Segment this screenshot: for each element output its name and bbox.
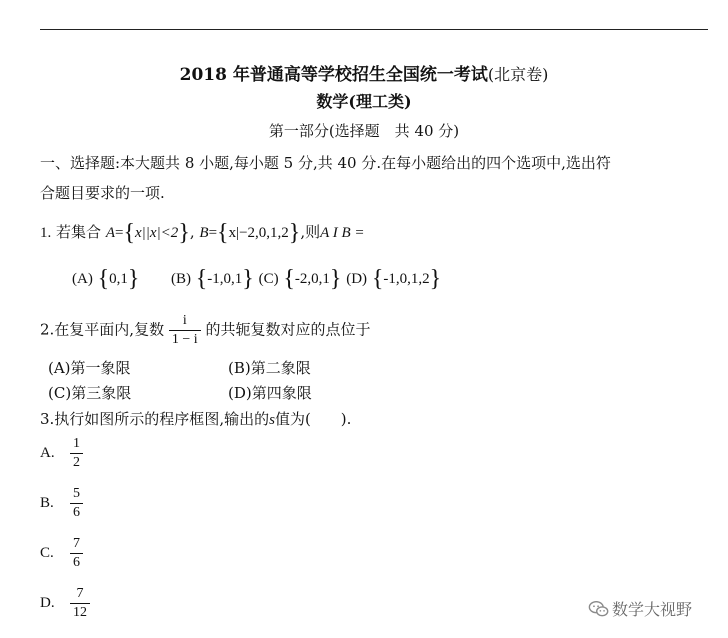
question-1-then: ,则: [300, 223, 321, 241]
q1-option-c-label: (C): [258, 271, 279, 287]
brace-open-icon: {: [217, 220, 229, 246]
exam-title-text: 2018 年普通高等学校招生全国统一考试: [179, 65, 488, 85]
variable-s: s: [269, 412, 275, 428]
set-a-symbol: A: [105, 225, 115, 241]
q3-option-a-fraction: [70, 435, 83, 472]
question-1-number: 1.: [40, 225, 52, 241]
part-heading: 第一部分(选择题 共 40 分): [268, 122, 460, 140]
q1-option-a-set: 0,1: [109, 271, 128, 287]
question-1-comma: ,: [189, 223, 195, 241]
fraction-numerator: 7: [70, 585, 90, 604]
brace-close-icon: }: [127, 266, 140, 292]
question-2-prefix: 2.在复平面内,复数: [40, 320, 165, 339]
fraction-numerator: 7: [70, 535, 83, 554]
section-instructions-line2: 合题目要求的一项.: [40, 184, 165, 202]
q3-option-b: [40, 485, 83, 522]
q3-option-a-label: A.: [40, 445, 55, 461]
question-3-prefix: 3.执行如图所示的程序框图,输出的: [40, 410, 270, 428]
q2-option-d-label: (D): [228, 384, 252, 402]
q1-option-d-set: -1,0,1,2: [383, 271, 430, 287]
brace-open-icon: {: [371, 266, 384, 292]
q3-option-a: [40, 435, 83, 472]
q3-option-d-label: D.: [40, 595, 55, 611]
brace-close-icon: }: [178, 220, 190, 246]
wechat-icon: [588, 598, 610, 620]
q2-option-c-text: 第三象限: [71, 384, 132, 402]
q1-option-a-label: (A): [72, 271, 93, 287]
set-a-definition: x||x|<2: [135, 225, 179, 241]
equals-sign-a: =: [115, 225, 124, 241]
q2-option-a-label: (A): [48, 359, 71, 377]
q3-option-b-label: B.: [40, 495, 54, 511]
q2-option-b-text: 第二象限: [250, 359, 311, 377]
q3-option-d-fraction: [70, 585, 90, 622]
q2-option-d-text: 第四象限: [251, 384, 312, 402]
fraction-numerator: i: [169, 312, 201, 331]
q2-option-c: [48, 382, 131, 403]
watermark-text: 数学大视野: [612, 600, 693, 619]
fraction-numerator: 1: [70, 435, 83, 454]
question-3-suffix: 值为( ).: [274, 410, 352, 428]
exam-subtitle: 数学(理工类): [316, 92, 412, 111]
q1-option-b-set: -1,0,1: [207, 271, 243, 287]
q2-option-d: [228, 382, 312, 403]
fraction-denominator: 12: [73, 605, 87, 620]
question-1-lead: 若集合: [56, 223, 102, 241]
question-1-expression: A I B =: [320, 225, 365, 241]
question-2-suffix: 的共轭复数对应的点位于: [205, 320, 371, 339]
brace-close-icon: }: [329, 266, 342, 292]
q2-option-b: [228, 357, 311, 378]
brace-open-icon: {: [283, 266, 295, 292]
q3-option-c-label: C.: [40, 545, 54, 561]
complex-fraction: [169, 312, 201, 349]
brace-close-icon: }: [242, 266, 254, 292]
q1-option-b-label: (B): [170, 271, 191, 287]
q1-option-c-set: -2,0,1: [294, 271, 330, 287]
brace-open-icon: {: [123, 220, 135, 246]
exam-title: [0, 60, 728, 85]
question-2: [40, 312, 370, 349]
fraction-denominator: 2: [73, 455, 80, 470]
brace-open-icon: {: [195, 266, 208, 292]
q3-option-d: [40, 585, 90, 622]
fraction-denominator: 1 − i: [171, 332, 198, 347]
brace-open-icon: {: [97, 266, 110, 292]
q2-option-b-label: (B): [228, 359, 251, 377]
q1-option-d-label: (D): [346, 271, 368, 287]
brace-close-icon: }: [429, 266, 442, 292]
fraction-denominator: 6: [73, 555, 80, 570]
question-3: [40, 408, 351, 429]
equals-sign-b: =: [208, 225, 218, 241]
set-b-symbol: B: [199, 225, 209, 241]
q3-option-c-fraction: [70, 535, 83, 572]
question-1-options: [72, 266, 441, 293]
brace-close-icon: }: [288, 220, 301, 246]
fraction-numerator: 5: [70, 485, 83, 504]
q3-option-c: [40, 535, 83, 572]
fraction-denominator: 6: [73, 505, 80, 520]
question-1: [40, 220, 365, 247]
exam-title-region: (北京卷): [487, 65, 549, 84]
q2-option-a-text: 第一象限: [70, 359, 131, 377]
q3-option-b-fraction: [70, 485, 83, 522]
q2-option-a: [48, 357, 131, 378]
section-instructions-line1: 一、选择题:本大题共 8 小题,每小题 5 分,共 40 分.在每小题给出的四个选项中,选出符: [40, 154, 611, 172]
header-rule: [40, 29, 708, 30]
q2-option-c-label: (C): [48, 384, 72, 402]
set-b-definition: x|−2,0,1,2: [228, 225, 289, 241]
